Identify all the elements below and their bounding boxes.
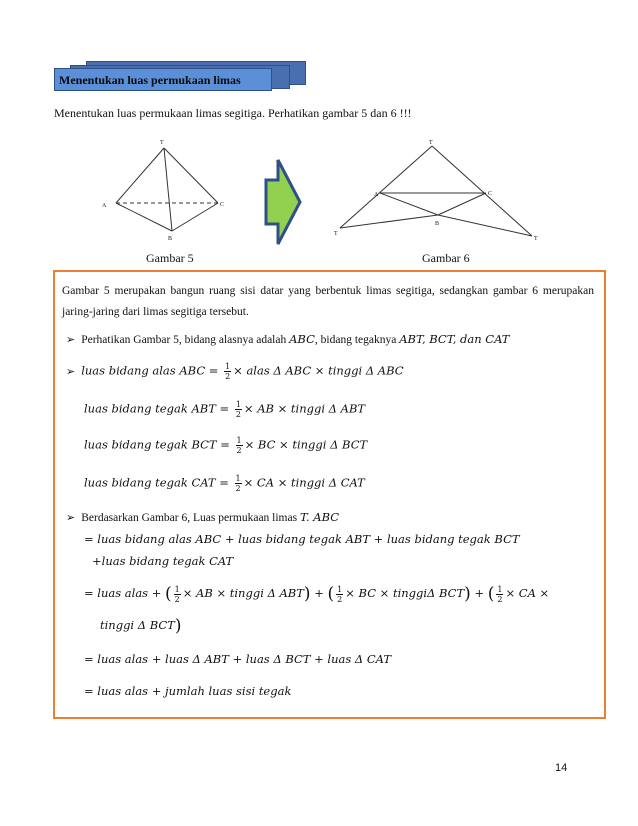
edge-tb [164, 148, 172, 231]
bullet-1-math-1: ABC [289, 332, 315, 346]
net-label-t-top: T [429, 140, 433, 146]
net-label-a: A [374, 192, 379, 198]
bullet-arrow-icon: ➢ [66, 333, 76, 346]
figure-5-pyramid [96, 134, 238, 246]
fraction-half: $\frac{1}{2}$ [497, 584, 503, 604]
bullet-3: ➢ Berdasarkan Gambar 6, Luas permukaan limas T. ABC [66, 510, 340, 524]
fraction-half: $\frac{1}{2}$ [235, 400, 241, 419]
sum-line-5: = luas alas + luas Δ ABT + luas Δ BCT + luas Δ CAT [84, 652, 392, 666]
box-paragraph: Gambar 5 merupakan bangun ruang sisi datar yang berbentuk limas segitiga, sedangkan gambar 6 merupakan jaring-jaring dari limas segitiga tersebut. [62, 285, 594, 318]
formula-bct: luas bidang tegak BCT = $\frac{1}{2}$ × BC × tinggi Δ BCT [84, 436, 368, 455]
net-label-b: B [435, 221, 440, 227]
label-c: C [220, 202, 225, 208]
figure-5-caption: Gambar 5 [146, 251, 194, 265]
net-edge-ab [380, 193, 438, 215]
edge-ta [116, 148, 164, 203]
sum-line-2: +luas bidang tegak CAT [92, 554, 234, 568]
bullet-1-text-2: , bidang tegaknya [314, 334, 400, 346]
fraction-half: $\frac{1}{2}$ [225, 362, 231, 381]
figure-6-net [330, 136, 550, 244]
sum-line-1: = luas bidang alas ABC + luas bidang tegak ABT + luas bidang tegak BCT [84, 532, 520, 546]
label-t: T [160, 140, 164, 146]
fraction-half: $\frac{1}{2}$ [337, 584, 343, 604]
formula-abt: luas bidang tegak ABT = $\frac{1}{2}$ × AB × tinggi Δ ABT [84, 400, 366, 419]
sum-line-3: = luas alas + ( $\frac{1}{2}$ × AB × tinggi Δ ABT) + ( $\frac{1}{2}$ × BC × tinggiΔ BCT) + ( $\frac{1}{2}$ × CA × [84, 584, 550, 604]
bullet-1-text: Perhatikan Gambar 5, bidang alasnya adalah [81, 334, 290, 346]
arrow-right-icon [262, 156, 304, 248]
net-edge-right [432, 146, 532, 236]
formula-alas: ➢ luas bidang alas ABC = $\frac{1}{2}$ × alas Δ ABC × tinggi Δ ABC [66, 362, 404, 381]
edge-tc [164, 148, 218, 203]
edge-cb [172, 203, 218, 231]
fraction-half: $\frac{1}{2}$ [236, 436, 242, 455]
bullet-3-math: T. ABC [299, 510, 340, 524]
net-edge-left [340, 146, 432, 228]
formula-cat: luas bidang tegak CAT = $\frac{1}{2}$ × CA × tinggi Δ CAT [84, 474, 365, 493]
net-edge-bottom-left [340, 215, 438, 228]
net-label-t-left: T [334, 231, 338, 237]
bullet-arrow-icon: ➢ [66, 364, 76, 378]
figure-6-caption: Gambar 6 [422, 251, 470, 265]
net-label-t-right: T [534, 236, 538, 242]
page-number: 14 [555, 762, 568, 774]
bullet-1 [66, 332, 509, 346]
net-edge-cb [438, 193, 486, 215]
net-edge-bottom-right [438, 215, 532, 236]
sum-line-6: = luas alas + jumlah luas sisi tegak [84, 684, 292, 698]
net-label-c: C [488, 191, 493, 197]
section-title: Menentukan luas permukaan limas [54, 68, 272, 91]
label-b: B [168, 236, 173, 242]
label-a: A [102, 203, 107, 209]
bullet-1-math-2: ABT, BCT, dan CAT [399, 332, 510, 346]
intro-text: Menentukan luas permukaan limas segitiga. Perhatikan gambar 5 dan 6 !!! [54, 106, 412, 120]
fraction-half: $\frac{1}{2}$ [174, 584, 180, 604]
bullet-arrow-icon: ➢ [66, 511, 76, 524]
fraction-half: $\frac{1}{2}$ [235, 474, 241, 493]
edge-ab [116, 203, 172, 231]
sum-line-4: tinggi Δ BCT) [100, 616, 182, 636]
